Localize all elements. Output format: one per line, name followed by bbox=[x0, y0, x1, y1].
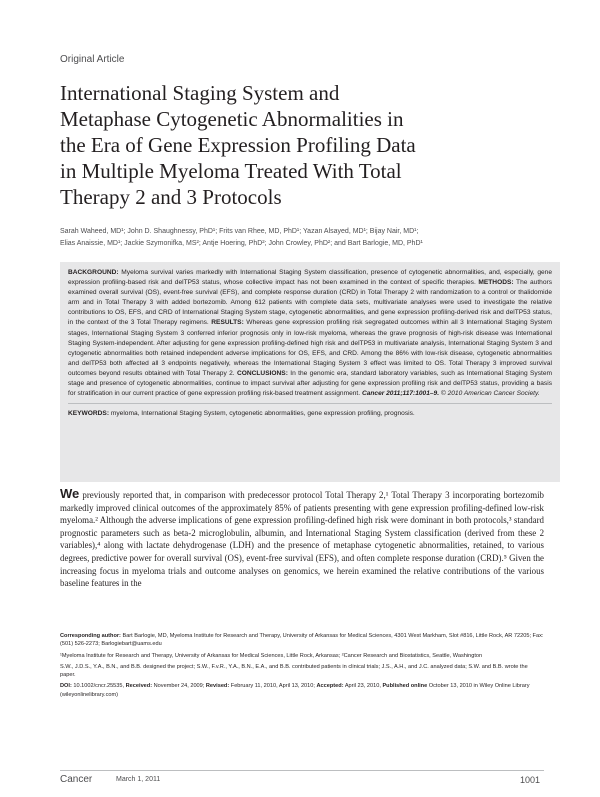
corresponding-label: Corresponding author: bbox=[60, 633, 121, 639]
accepted: April 23, 2010, bbox=[344, 683, 381, 690]
body-text: previously reported that, in comparison with predecessor protocol Total Therapy 2,¹ Total Therapy 3 incorporating bortezomib markedly improved clinical outcomes of the approximately 85% of patients presenting with gene expression profiling-defined low-risk myeloma.² Although the adverse implications of gene expression profiling-defined high risk were dominant in both protocols,³ standard prognostic parameters such as beta-2 microglobulin, albumin, and International Staging System classification (derived from these 2 variables),⁴ along with lactate dehydrogenase (LDH) and the presence of metaphase cytogenetic abnormalities, retained, to various degrees, predictive power for overall survival (OS), event-free survival (EFS), and often complete response duration (CRD).⁵ Given the increasing focus in myeloma trials and outcome analyses on genomics, we herein examined the relative contributions of the various baseline features in the bbox=[60, 490, 544, 589]
title-line: Metaphase Cytogenetic Abnormalities in bbox=[60, 107, 404, 131]
page-number: 1001 bbox=[520, 775, 541, 785]
methods-label: METHODS: bbox=[478, 279, 514, 287]
author-list bbox=[60, 226, 560, 250]
journal-name: Cancer bbox=[60, 774, 93, 785]
publication-dates bbox=[60, 682, 544, 699]
contributions: S.W., J.D.S., Y.A., B.N., and B.B. designed the project; S.W., F.v.R., Y.A., B.N., E.A., and B.B. contributed patients in clinical trials; J.S., A.H., and J.C. analyzed data; S.W. and B.B. wrote the paper. bbox=[60, 663, 528, 679]
corresponding-author bbox=[60, 632, 544, 649]
background-label: BACKGROUND: bbox=[68, 269, 119, 276]
title-line: Therapy 2 and 3 Protocols bbox=[60, 185, 282, 209]
background-text: Myeloma survival varies markedly with International Staging System classification, presence of cytogenetic abnormalities, and, especially, gene expression profiling-based risk and delTP53 status, whose collective impact has not been examined in the context of specific therapies. bbox=[68, 269, 552, 287]
dropcap: We bbox=[60, 486, 80, 501]
methods-text: The authors examined overall survival (OS), event-free survival (EFS), and complete response duration (CRD) in Total Therapy 2 with randomization to a control or thalidomide arm and in Total Therapy 3 with added bortezomib. Among 612 patients with complete data sets, multivariate analyses were used to investigate the relative contributions to OS, EFS, and CRD of International Staging System stage, cytogenetic abnormalities, and gene expression profiling-derived risk and delTP53 status, in the context of the 3 Total Therapy regimens. bbox=[68, 279, 552, 327]
citation: Cancer 2011;117:1001–9. bbox=[361, 390, 440, 398]
conclusions-text: In the genomic era, standard laboratory variables, such as International Staging System stage and presence of cytogenetic abnormalities, continue to impact survival after adjusting for gene expression profiling risk and delTP53 status, providing a basis for stratification in our current practice of gene expression profiling risk-based treatment assignment. bbox=[68, 369, 552, 398]
accepted-label: Accepted: bbox=[316, 683, 344, 690]
received: November 24, 2009; bbox=[153, 683, 205, 690]
results-label: RESULTS: bbox=[211, 319, 244, 327]
abstract-box bbox=[60, 262, 560, 482]
corresponding-text: Bart Barlogie, MD, Myeloma Institute for Research and Therapy, University of Arkansas for Medical Sciences, 4301 West Markham, Slot #816, Little Rock, AR 72205; Fax: (501) 526-2273; Barlogiebart@uams.edu bbox=[60, 633, 544, 648]
article-title bbox=[60, 80, 560, 210]
body-paragraph bbox=[60, 488, 544, 590]
revised: February 11, 2010, April 13, 2010; bbox=[230, 683, 315, 690]
abstract-text bbox=[68, 268, 552, 399]
title-line: International Staging System and bbox=[60, 81, 340, 105]
footnotes bbox=[60, 632, 544, 702]
section-label: Original Article bbox=[60, 54, 125, 65]
title-line: in Multiple Myeloma Treated With Total bbox=[60, 159, 402, 183]
revised-label: Revised: bbox=[205, 683, 230, 690]
keywords-text: myeloma, International Staging System, cytogenetic abnormalities, gene expression profiling, prognosis. bbox=[110, 410, 415, 418]
received-label: Received: bbox=[125, 683, 153, 690]
keywords bbox=[68, 409, 552, 419]
conclusions-label: CONCLUSIONS: bbox=[236, 369, 288, 377]
published: October 13, 2010 in Wiley Online Library (wileyonlinelibrary.com) bbox=[60, 683, 530, 698]
results-text: Whereas gene expression profiling risk segregated outcomes within all 3 International Staging System stages, International Staging System 3 conferred inferior prognosis only in low-risk myeloma, whereas the grave prognosis of high-risk disease was International Staging System-independent. After adjusting for gene expression profiling-defined high risk and delTP53 in multivariate analysis, International Staging System 3 and cytogenetic abnormalities both retained independent adverse implications for OS, EFS, and CRD. Among the 86% with low-risk disease, cytogenetic abnormalities and delTP53 both affected all 3 endpoints negatively, whereas the International Staging System 3 effect was limited to OS. Total Therapy 3 improved survival outcomes beyond results obtained with Total Therapy 2. bbox=[68, 319, 552, 377]
footer-divider bbox=[60, 770, 544, 771]
keywords-label: KEYWORDS: bbox=[68, 410, 110, 418]
author-line: Elias Anaissie, MD¹; Jackie Szymonifka, MS²; Antje Hoering, PhD²; John Crowley, PhD²; and Bart Barlogie, MD, PhD¹ bbox=[60, 240, 423, 247]
author-line: Sarah Waheed, MD¹; John D. Shaughnessy, PhD¹; Frits van Rhee, MD, PhD¹; Yazan Alsayed, MD¹; Bijay Nair, MD¹; bbox=[60, 228, 419, 235]
title-line: the Era of Gene Expression Profiling Data bbox=[60, 133, 416, 157]
published-label: Published online bbox=[382, 683, 428, 690]
doi-label: DOI: bbox=[60, 683, 72, 690]
copyright: © 2010 American Cancer Society. bbox=[440, 390, 540, 398]
affiliations: ¹Myeloma Institute for Research and Therapy, University of Arkansas for Medical Sciences, Little Rock, Arkansas; ²Cancer Research and Biostatistics, Seattle, Washington bbox=[60, 652, 483, 659]
divider bbox=[68, 403, 552, 404]
issue-date: March 1, 2011 bbox=[116, 776, 161, 783]
doi: 10.1002/cncr.25535, bbox=[73, 683, 125, 690]
